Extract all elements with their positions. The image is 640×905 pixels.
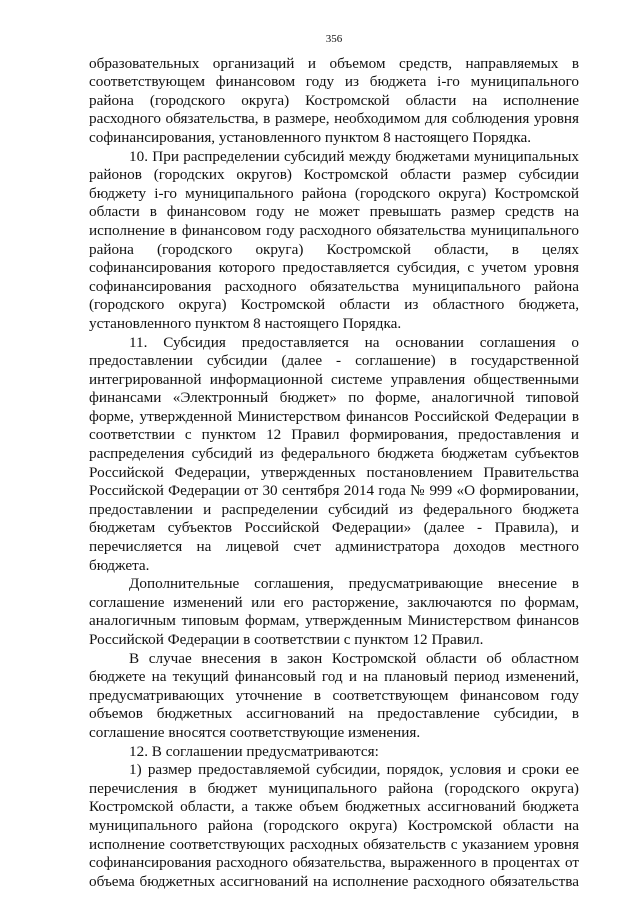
paragraph-law-changes: В случае внесения в закон Костромской области об областном бюджете на текущий финансовый год и на плановый период изменений, предусматривающих уточнение в соответствующем финансовом году объемов бюджетных ассигнований на предоставление субсидии, в соглашение вносятся соответствующие изменения. [89, 649, 579, 741]
paragraph-item-12-1: 1) размер предоставляемой субсидии, порядок, условия и сроки ее перечисления в бюджет муниципального района (городского округа) Костромской области, а также объем бюджетных ассигнований бюджета муниципального района (городского округа) Костромской области на исполнение соответствующих расходных обязательств с указанием уровня софинансирования расходного обязательства, выраженного в процентах от объема бюджетных ассигнований на исполнение расходного обязательства [89, 761, 579, 890]
page-number: 356 [325, 33, 343, 45]
paragraph-item-10: 10. При распределении субсидий между бюджетами муниципальных районов (городских округов) Костромской области размер субсидии бюджету i-го муниципального района (городского округа) Костромской области в финансовом году не может превышать размер средств на исполнение в финансовом году расходного обязательства муниципального района (городского округа) Костромской области, в целях софинансирования которого предоставляется субсидия, с учетом уровня софинансирования расходного обязательства муниципального района (городского округа) Костромской области из областного бюджета, установленного пунктом 8 настоящего Порядка. [89, 147, 579, 332]
paragraph-continuation: образовательных организаций и объемом средств, направляемых в соответствующем финансовом году из бюджета i-го муниципального района (городского округа) Костромской области на исполнение расходного обязательства, в размере, необходимом для соблюдения уровня софинансирования, установленного пунктом 8 настоящего Порядка. [89, 54, 579, 146]
paragraph-item-11: 11. Субсидия предоставляется на основании соглашения о предоставлении субсидии (далее - соглашение) в государственной интегрированной информационной системе управления общественными финансами «Электронный бюджет» по форме, аналогичной типовой форме, утвержденной Министерством финансов Российской Федерации в соответствии с пунктом 12 Правил формирования, предоставления и распределения субсидий из федерального бюджета бюджетам субъектов Российской Федерации, утвержденных постановлением Правительства Российской Федерации от 30 сентября 2014 года № 999 «О формировании, предоставлении и распределении субсидий из федерального бюджета бюджетам субъектов Российской Федерации» (далее - Правила), и перечисляется на лицевой счет администратора доходов местного бюджета. [89, 333, 579, 574]
paragraph-additional-agreements: Дополнительные соглашения, предусматривающие внесение в соглашение изменений или его расторжение, заключаются по формам, аналогичным типовым формам, утвержденным Министерством финансов Российской Федерации в соответствии с пунктом 12 Правил. [89, 575, 579, 648]
paragraph-item-12: 12. В соглашении предусматриваются: [129, 742, 379, 760]
document-page [89, 0, 579, 891]
